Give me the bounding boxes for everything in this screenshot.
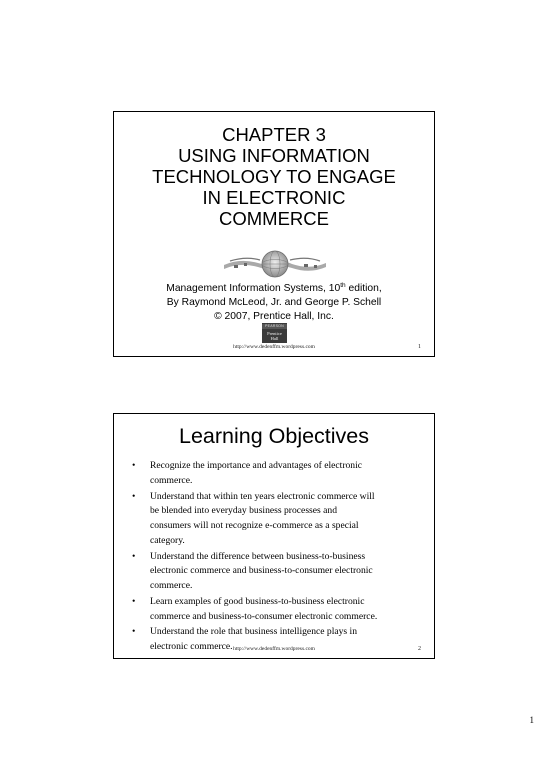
title-line: COMMERCE [219, 208, 329, 229]
bullet: • [132, 490, 136, 502]
bullet: • [132, 460, 136, 471]
slide-number: 1 [418, 344, 421, 350]
list-item: • Recognize the importance and advantages of electronic commerce. [132, 460, 363, 486]
book-info [114, 282, 434, 324]
logo-top-text: PEARSON [262, 324, 287, 329]
objectives-list [126, 459, 424, 656]
logo-bottom-text: Prentice Hall [267, 331, 282, 341]
page-number: 1 [529, 715, 534, 725]
copyright-line: © 2007, Prentice Hall, Inc. [214, 311, 334, 322]
authors-line: By Raymond McLeod, Jr. and George P. Schell [166, 297, 382, 308]
list-item: • Learn examples of good business-to-business electronic commerce and business-to-consumer electronic commerce. [132, 595, 378, 622]
edition-line: Management Information Systems, 10th edition, [166, 282, 382, 294]
list-item: • Understand the role that business intelligence plays in electronic commerce. [132, 626, 358, 653]
slide-1-title [114, 124, 434, 229]
globe-network-icon [220, 249, 330, 279]
bullet: • [132, 595, 136, 607]
slide-number: 2 [418, 646, 421, 652]
title-line: TECHNOLOGY TO ENGAGE [152, 166, 396, 187]
publisher-logo [262, 323, 287, 343]
slide-2 [113, 413, 435, 659]
slide-footer-url: http://www.dedenffm.wordpress.com [233, 646, 315, 652]
title-line: USING INFORMATION [178, 145, 370, 166]
slide-2-title: Learning Objectives [178, 424, 370, 448]
list-item: • Understand that within ten years electronic commerce will be blended into everyday business processes and consumers will not recognize e-commerce as a special category. [132, 490, 375, 546]
slide-1 [113, 111, 435, 357]
bullet: • [132, 550, 136, 562]
title-line: CHAPTER 3 [222, 124, 326, 145]
slide-footer-url: http://www.dedenffm.wordpress.com [233, 344, 315, 350]
title-line: IN ELECTRONIC [202, 187, 346, 208]
list-item: • Understand the difference between business-to-business electronic commerce and business-to-consumer electronic commerce. [132, 550, 373, 591]
bullet: • [132, 626, 136, 638]
